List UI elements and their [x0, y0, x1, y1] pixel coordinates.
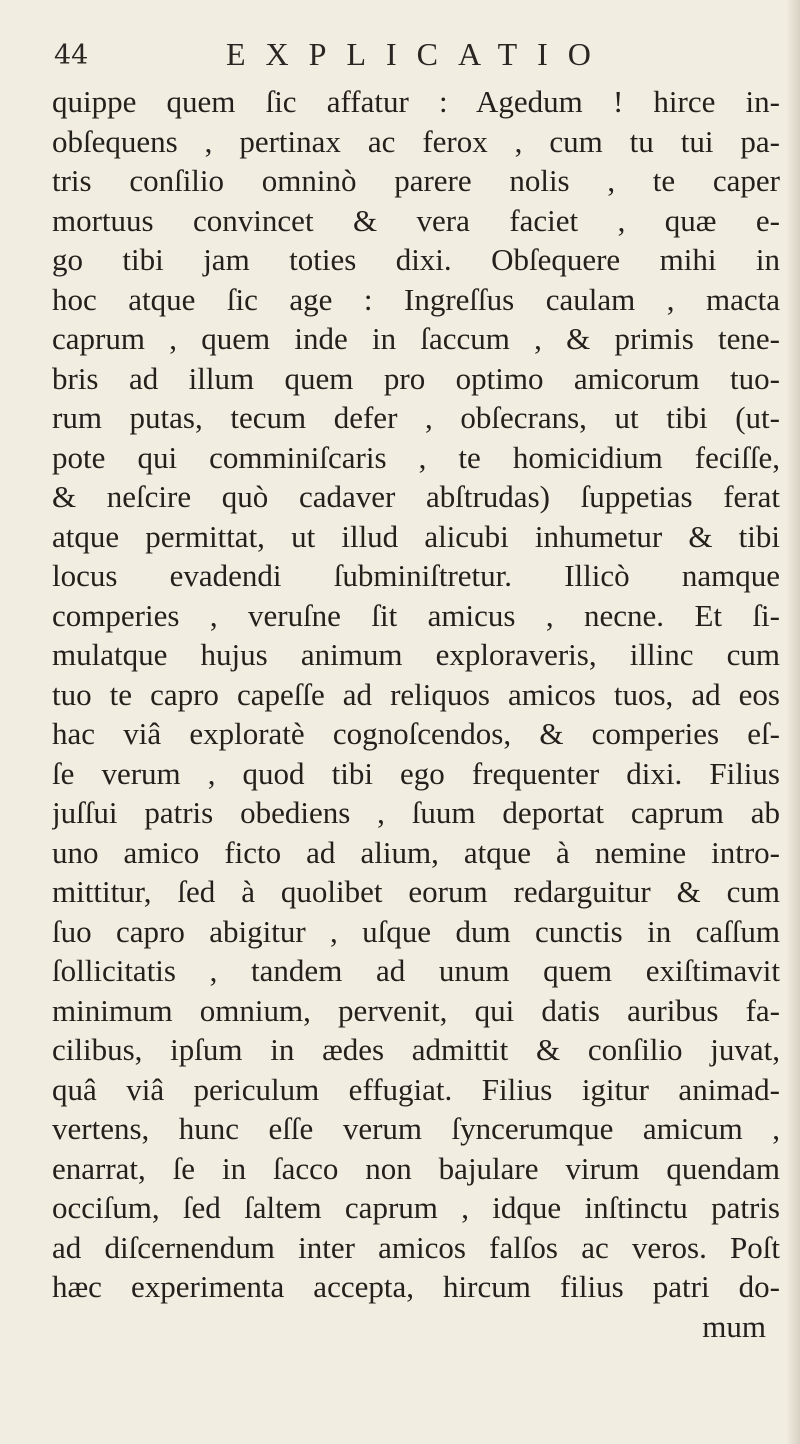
running-head: EXPLICATIO: [226, 36, 611, 72]
text-line: mortuus convincet & vera faciet , quæ e-: [52, 202, 780, 238]
text-line: mittitur, ſed à quolibet eorum redarguitur & cum: [52, 874, 780, 909]
text-line: comperies , veruſne ſit amicus , necne. Et ſi-: [52, 597, 780, 633]
text-line: locus evadendi ſubminiſtretur. Illicò namque: [52, 558, 780, 593]
page-edge-shadow: [786, 0, 800, 1444]
text-line: ad diſcernendum inter amicos falſos ac veros. Poſt: [52, 1229, 780, 1265]
text-line-last: mum: [702, 1308, 766, 1344]
body-text: [52, 82, 780, 1346]
text-line: enarrat, ſe in ſacco non bajulare virum quendam: [52, 1150, 780, 1186]
text-line: bris ad illum quem pro optimo amicorum tuo-: [52, 360, 780, 396]
text-line: ſuo capro abigitur , uſque dum cunctis in caſſum: [52, 913, 780, 949]
text-line: & neſcire quò cadaver abſtrudas) ſuppetias ferat: [52, 479, 780, 514]
text-line: uno amico ficto ad alium, atque à nemine intro-: [52, 834, 780, 870]
text-line: hoc atque ſic age : Ingreſſus caulam , macta: [52, 281, 780, 317]
text-line: minimum omnium, pervenit, qui datis auribus fa-: [52, 992, 780, 1028]
text-line: hac viâ exploratè cognoſcendos, & comperies eſ-: [52, 716, 780, 751]
text-line: go tibi jam toties dixi. Obſequere mihi in: [52, 242, 780, 277]
text-line: quâ viâ periculum effugiat. Filius igitur animad-: [52, 1071, 780, 1107]
text-line: quippe quem ſic affatur : Agedum ! hirce in-: [52, 84, 780, 119]
text-line: juſſui patris obediens , ſuum deportat caprum ab: [52, 795, 780, 830]
text-line: hæc experimenta accepta, hircum filius patri do-: [52, 1269, 780, 1304]
text-line: cilibus, ipſum in ædes admittit & conſilio juvat,: [52, 1032, 780, 1067]
text-line: caprum , quem inde in ſaccum , & primis tene-: [52, 321, 780, 356]
text-line: tuo te capro capeſſe ad reliquos amicos tuos, ad eos: [52, 676, 780, 712]
text-line: obſequens , pertinax ac ferox , cum tu tui pa-: [52, 123, 780, 159]
text-line: ſe verum , quod tibi ego frequenter dixi. Filius: [52, 755, 780, 791]
text-line: mulatque hujus animum exploraveris, illinc cum: [52, 637, 780, 672]
page-number: 44: [54, 40, 89, 71]
text-line: rum putas, tecum defer , obſecrans, ut tibi (ut-: [52, 400, 780, 435]
text-line: ſollicitatis , tandem ad unum quem exiſtimavit: [52, 953, 780, 988]
text-line: vertens, hunc eſſe verum ſyncerumque amicum ,: [52, 1111, 780, 1146]
text-line: tris conſilio omninò parere nolis , te caper: [52, 163, 780, 198]
text-line: atque permittat, ut illud alicubi inhumetur & tibi: [52, 518, 780, 554]
text-line: pote qui comminiſcaris , te homicidium feciſſe,: [52, 439, 780, 475]
text-line: occiſum, ſed ſaltem caprum , idque inſtinctu patris: [52, 1190, 780, 1225]
